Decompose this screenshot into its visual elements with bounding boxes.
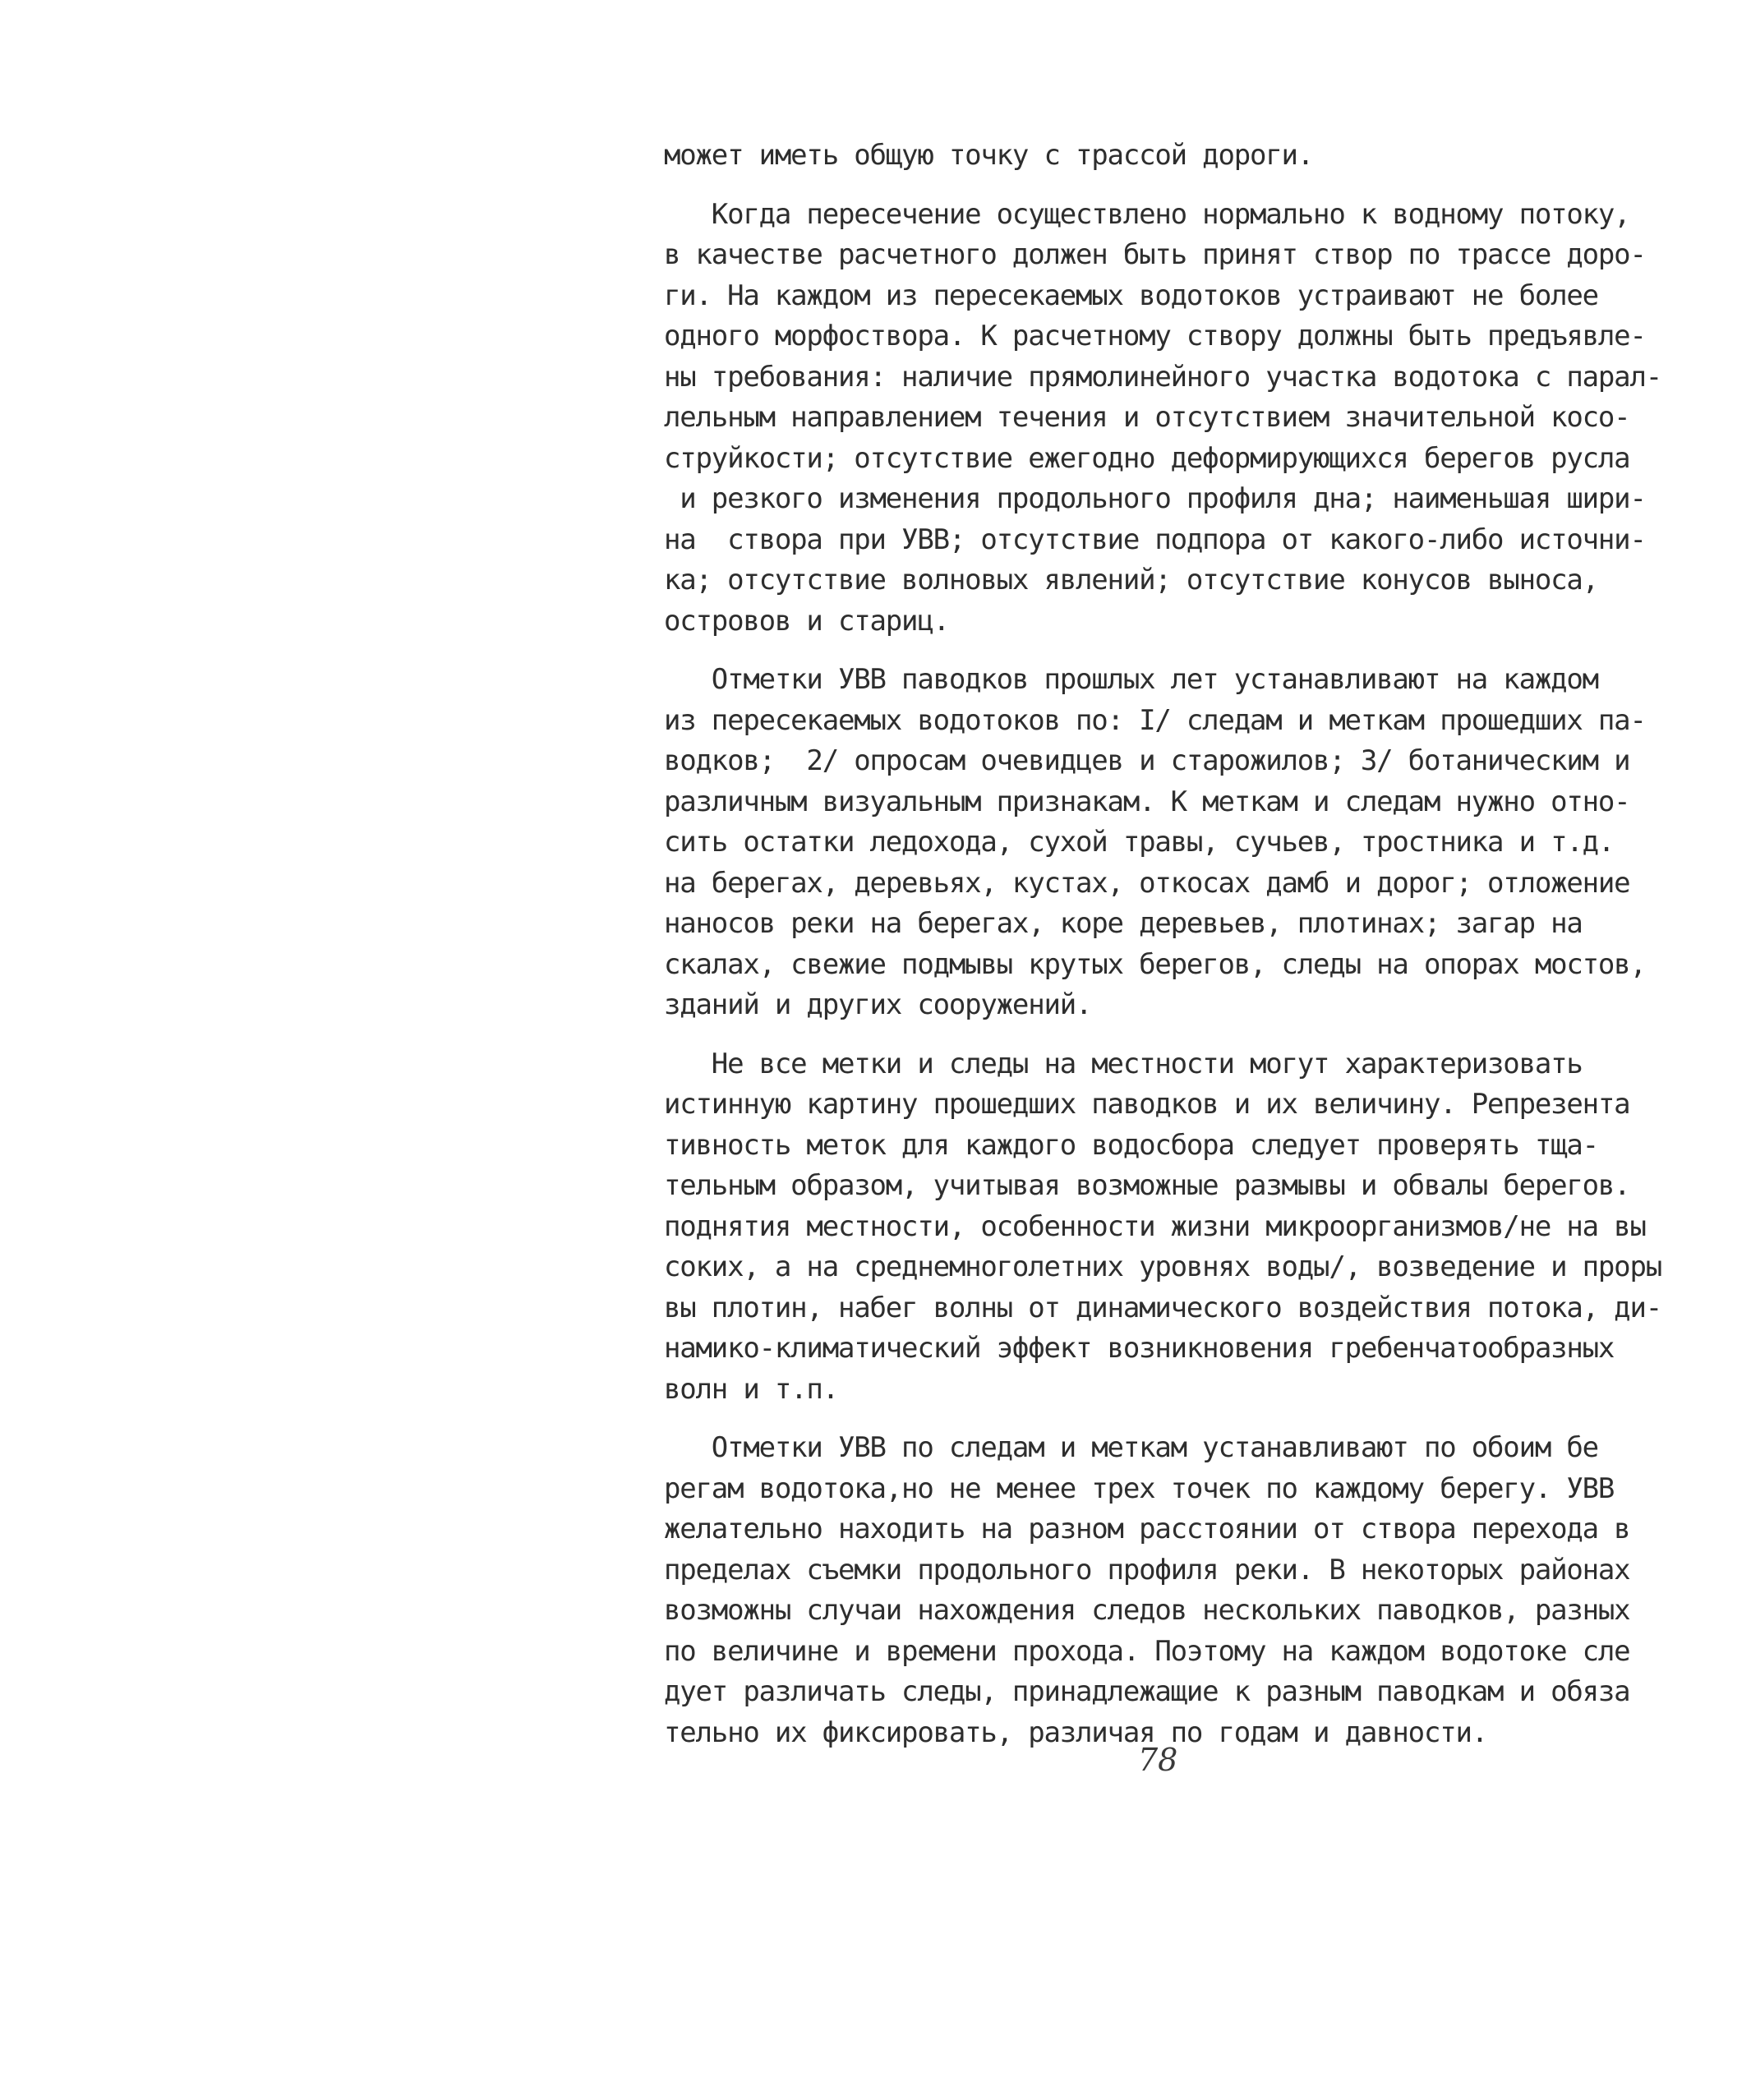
paragraph [664,1044,1724,1411]
text-line: тивность меток для каждого водосбора следует проверять тща- [664,1128,1598,1162]
text-line: из пересекаемых водотоков по: I/ следам и меткам прошедших па- [664,703,1646,737]
text-line: струйкости; отсутствие ежегодно деформирующихся берегов русла [664,441,1630,475]
text-line: сить остатки ледохода, сухой травы, сучьев, тростника и т.д. [664,826,1615,859]
text-line: поднятия местности, особенности жизни микроорганизмов/не на вы [664,1209,1646,1243]
text-line: на берегах, деревьях, кустах, откосах дамб и дорог; отложение [664,866,1630,900]
text-line: Когда пересечение осуществлено нормально к водному потоку, [664,197,1630,231]
text-line: может иметь общую точку с трассой дороги. [664,139,1314,172]
text-line: вы плотин, набег волны от динамического воздействия потока, ди- [664,1291,1661,1324]
paragraph-gap [664,642,1724,660]
text-line: возможны случаи нахождения следов нескольких паводков, разных [664,1594,1630,1627]
text-line: дует различать следы, принадлежащие к разным паводкам и обяза [664,1675,1630,1708]
text-line: регам водотока,но не менее трех точек по каждому берегу. УВВ [664,1471,1615,1505]
text-line: зданий и других сооружений. [664,988,1092,1021]
body-text [664,136,1724,1753]
text-line: на створа при УВВ; отсутствие подпора от какого-либо источни- [664,523,1646,556]
text-line: ка; отсутствие волновых явлений; отсутствие конусов выноса, [664,564,1598,596]
page-number: 78 [1138,1742,1178,1778]
paragraph-gap [664,1410,1724,1428]
text-line: наносов реки на берегах, коре деревьев, плотинах; загар на [664,907,1583,940]
text-line: в качестве расчетного должен быть принят створ по трассе доро- [664,238,1646,271]
paragraph [664,1428,1724,1753]
text-line: пределах съемки продольного профиля реки. В некоторых районах [664,1553,1630,1587]
text-line: скалах, свежие подмывы крутых берегов, следы на опорах мостов, [664,947,1646,981]
text-line: истинную картину прошедших паводков и их величину. Репрезента [664,1088,1630,1121]
paragraph [664,136,1724,177]
text-line: ны требования: наличие прямолинейного участка водотока с парал- [664,360,1661,394]
paragraph [664,195,1724,642]
text-line: Отметки УВВ по следам и меткам устанавливают по обоим бе [664,1431,1598,1464]
text-line: островов и стариц. [664,604,949,638]
text-line: лельным направлением течения и отсутствием значительной косо- [664,401,1630,434]
text-line: различным визуальным признакам. К меткам и следам нужно отно- [664,785,1630,818]
paragraph-gap [664,1026,1724,1044]
text-line: желательно находить на разном расстоянии от створа перехода в [664,1513,1630,1545]
text-line: и резкого изменения продольного профиля дна; наименьшая шири- [664,482,1646,515]
text-line: тельным образом, учитывая возможные размывы и обвалы берегов. [664,1169,1630,1202]
text-line: намико-климатический эффект возникновения гребенчатообразных [664,1332,1615,1365]
text-line: волн и т.п. [664,1372,838,1406]
text-line: ги. На каждом из пересекаемых водотоков устраивают не более [664,279,1598,312]
text-line: водков; 2/ опросам очевидцев и старожилов; 3/ ботаническим и [664,744,1630,777]
text-line: тельно их фиксировать, различая по годам и давности. [664,1715,1488,1749]
text-line: по величине и времени прохода. Поэтому на каждом водотоке сле [664,1634,1630,1668]
text-line: одного морфоствора. К расчетному створу должны быть предъявле- [664,320,1646,352]
text-line: Не все метки и следы на местности могут характеризовать [664,1047,1583,1080]
text-line: соких, а на среднемноголетних уровнях воды/, возведение и проры [664,1250,1661,1283]
paragraph [664,660,1724,1026]
paragraph-gap [664,177,1724,195]
text-line: Отметки УВВ паводков прошлых лет устанавливают на каждом [664,663,1598,696]
